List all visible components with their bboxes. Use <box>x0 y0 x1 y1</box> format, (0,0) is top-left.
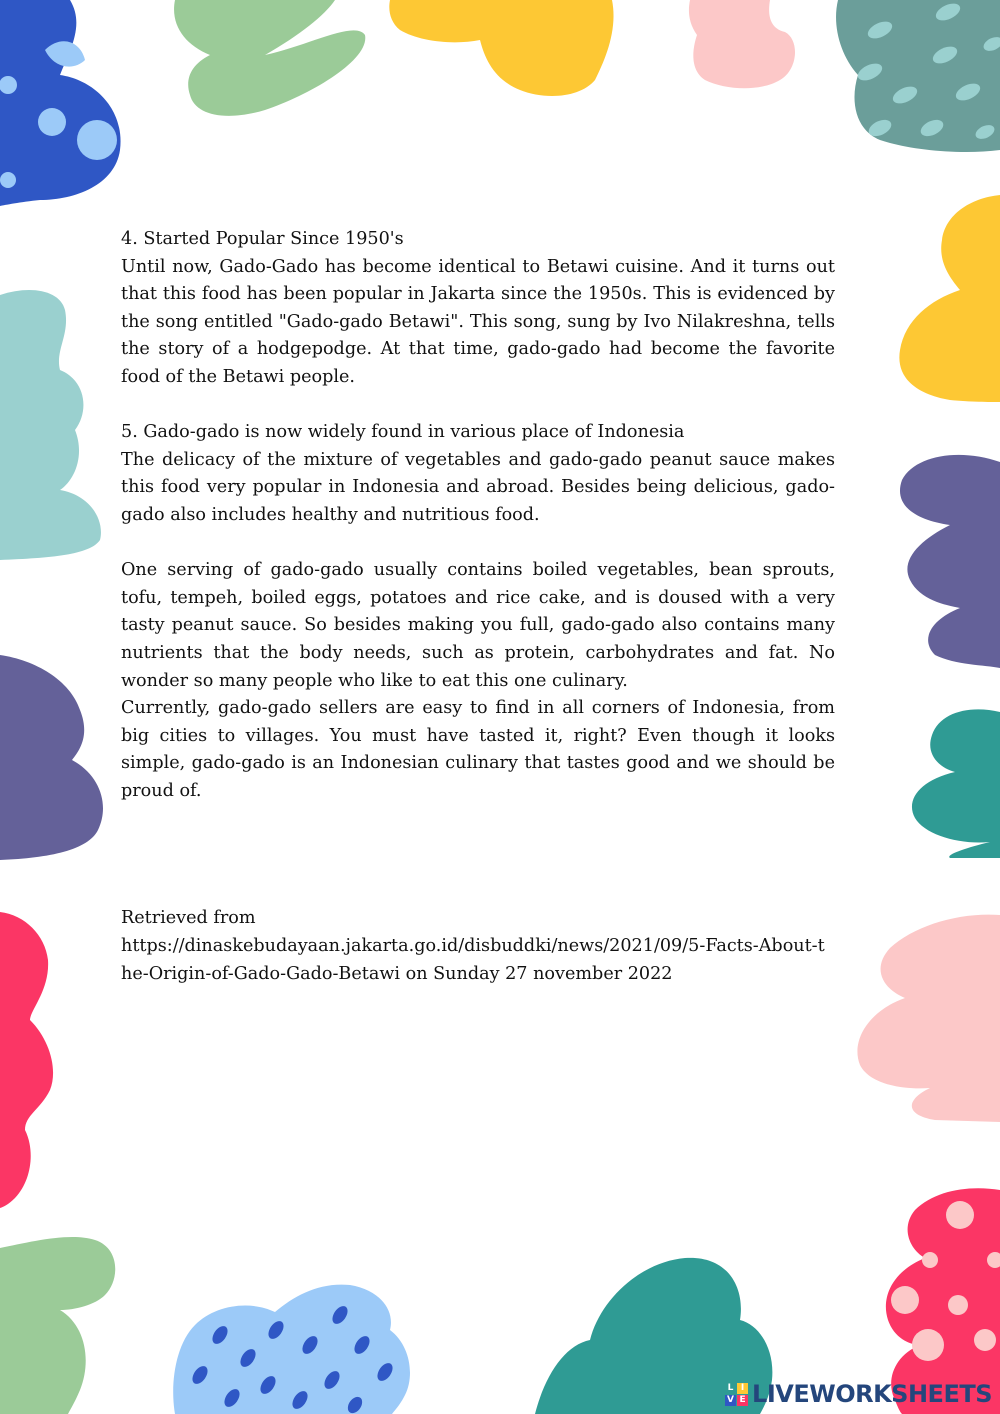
green-blob <box>174 0 365 116</box>
logo-letter: E <box>737 1395 748 1406</box>
light-teal-blob <box>0 290 101 560</box>
liveworksheets-watermark <box>725 1380 992 1408</box>
logo-letter: V <box>725 1395 736 1406</box>
blue-blob <box>0 0 121 206</box>
yellow-blob <box>899 195 1000 402</box>
section-paragraph: The delicacy of the mixture of vegetables and gado-gado peanut sauce makes this food very popular in Indonesia and abroad. Besides being delicious, gado-gado also includes healthy and nutritious food. <box>121 449 835 525</box>
spacer <box>121 805 835 905</box>
reference-text: https://dinaskebudayaan.jakarta.go.id/disbuddki/news/2021/09/5-Facts-About-the-Origin-of-Gado-Gado-Betawi on Sunday 27 november 2022 <box>121 936 825 984</box>
article-body <box>121 226 835 988</box>
light-blue-blob <box>173 1285 410 1414</box>
teal-blob <box>912 709 1000 858</box>
spacer <box>121 392 835 420</box>
liveworksheets-logo-icon <box>725 1383 748 1406</box>
section-heading: 4. Started Popular Since 1950's <box>121 229 404 249</box>
pink-blob <box>857 915 1000 1122</box>
spacer <box>121 530 835 558</box>
indigo-blob <box>900 455 1000 668</box>
green-blob <box>0 1237 115 1414</box>
section-heading: 5. Gado-gado is now widely found in various place of Indonesia <box>121 422 685 443</box>
section-paragraph: Until now, Gado-Gado has become identical to Betawi cuisine. And it turns out that this food has been popular in Jakarta since the 1950s. This is evidenced by the song entitled "Gado-gado Betawi". This song, sung by Ivo Nilakreshna, tells the story of a hodgepodge. At that time, gado-gado had become the favorite food of the Betawi people. <box>121 256 835 387</box>
body-paragraph: One serving of gado-gado usually contains boiled vegetables, bean sprouts, tofu, tempeh, boiled eggs, potatoes and rice cake, and is doused with a very tasty peanut sauce. So besides making you full, gado-gado also contains many nutrients that the body needs, such as protein, carbohydrates and fat. No wonder so many people who like to eat this one culinary. <box>121 560 835 691</box>
reference-label: Retrieved from <box>121 908 256 929</box>
pink-blob <box>689 0 795 88</box>
blob-dot <box>38 108 66 136</box>
yellow-blob <box>389 0 613 96</box>
logo-letter: I <box>737 1383 748 1394</box>
logo-text: LIVEWORKSHEETS <box>752 1380 992 1408</box>
blob-dot <box>0 172 16 188</box>
body-paragraph: Currently, gado-gado sellers are easy to find in all corners of Indonesia, from big cities to villages. You must have tasted it, right? Even though it looks simple, gado-gado is an Indonesian culinary that tastes good and we should be proud of. <box>121 698 835 801</box>
indigo-blob <box>0 655 103 860</box>
logo-letter: L <box>725 1383 736 1394</box>
red-blob <box>0 912 53 1208</box>
blob-dot <box>77 120 117 160</box>
